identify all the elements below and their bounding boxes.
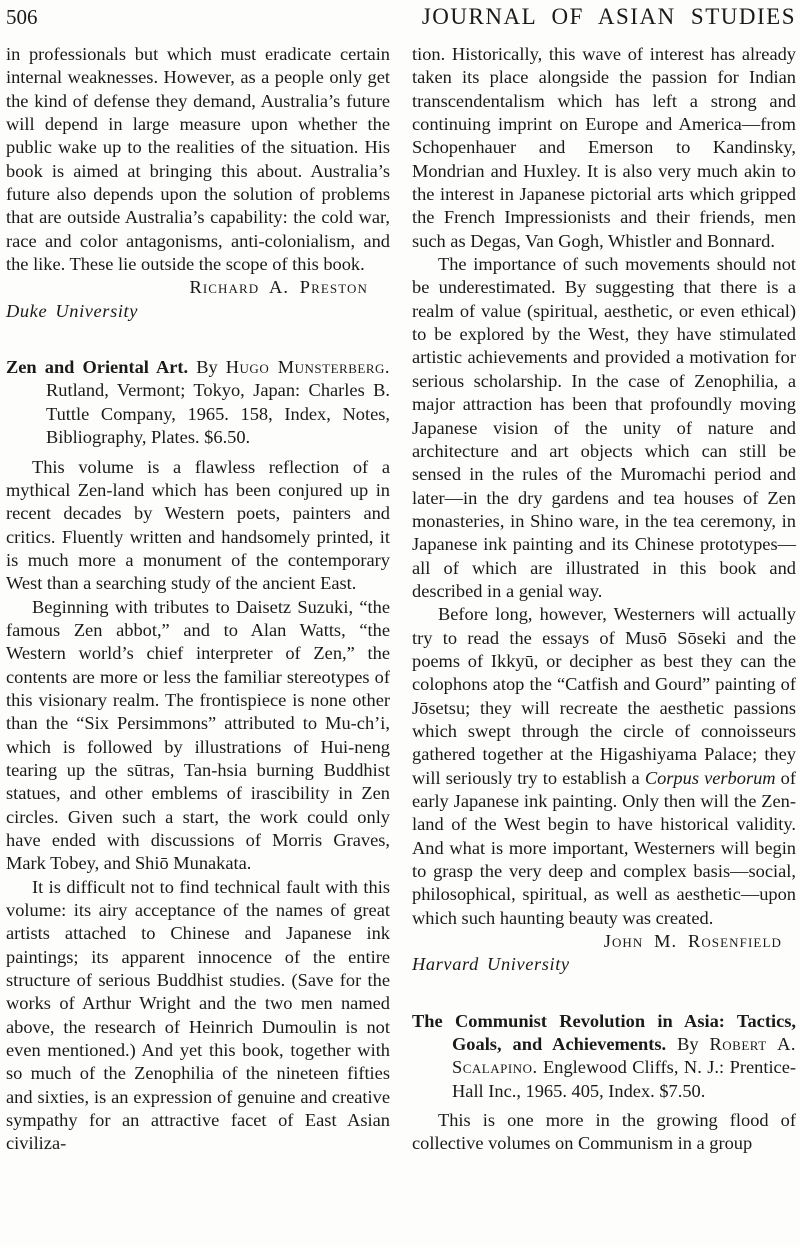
book-citation [412, 1010, 796, 1103]
left-column [6, 43, 390, 1156]
citation-by: By [188, 357, 226, 378]
book-citation [6, 356, 390, 449]
review-paragraph: It is difficult not to find technical fault with this volume: its airy acceptance of the names of great artists attached to Chinese and Japanese ink paintings; its apparent innocence of the entire structure of serious Buddhist studies. (Save for the works of Arthur Wright and the two men named above, the research of Heinrich Dumoulin is not even mentioned.) And yet this book, together with so much of the Zenophilia of the nineteen fifties and sixties, is an expression of genuine and creative sympathy for an attractive facet of East Asian civiliza- [6, 876, 390, 1154]
review-paragraph [412, 603, 796, 930]
running-head [6, 4, 796, 32]
reviewer-signature: John M. Rosenfield [603, 931, 782, 952]
reviewer-affiliation: Duke University [6, 300, 139, 321]
latin-phrase: Corpus verborum [644, 767, 776, 788]
citation-details: Englewood Cliffs, N. J.: Prentice-Hall Inc., 1965. 405, Index. $7.50. [452, 1057, 796, 1101]
review-paragraph: This volume is a flawless reflection of a mythical Zen-land which has been conjured up in recent decades by Western poets, painters and critics. Fluently written and handsomely printed, it is much more a monument of the contemporary West than a searching study of the ancient East. [6, 456, 390, 594]
page-number: 506 [6, 5, 38, 29]
book-author: Robert A. Scalapino. [452, 1034, 796, 1078]
review-paragraph: Beginning with tributes to Daisetz Suzuki, “the famous Zen abbot,” and to Alan Watts, “the Western world’s chief interpreter of Zen,” the contents are more or less the familiar stereotypes of this visionary realm. The frontispiece is none other than the “Six Persimmons” attributed to Mu-ch’i, which is followed by illustrations of Hui-neng tearing up the sūtras, Tan-hsia burning Buddhist statues, and other emblems of irascibility in Zen circles. Given such a start, the work could only have ended with discussions of Morris Graves, Mark Tobey, and Shiō Munakata. [6, 596, 390, 874]
reviewer-signature: Richard A. Preston [189, 277, 368, 298]
paragraph-text: of early Japanese ink painting. Only then will the Zen-land of the West begin to have historical validity. And what is more important, Westerners will begin to grasp the very deep and complex basis—social, philosophical, spiritual, as well as aesthetic—upon which such haunting beauty was created. [412, 767, 796, 928]
paragraph-text: Before long, however, Westerners will actually try to read the essays of Musō Sōseki and the poems of Ikkyū, or decipher as best they can the colophons atop the “Catfish and Gourd” painting of Jōsetsu; they will recreate the aesthetic passions which swept through the circle of connoisseurs gathered together at the Higashiyama Palace; they will seriously try to establish a [412, 604, 796, 788]
book-title: The Communist Revolution in Asia: Tactics, Goals, and Achievements. [412, 1010, 796, 1055]
review-paragraph-continuation: in professionals but which must eradicate certain internal weaknesses. However, as a people only get the kind of defense they demand, Australia’s future will depend in large measure upon whether the public wake up to the realities of the situation. His book is aimed at bringing this about. Australia’s future also depends upon the solution of problems that are outside Australia’s capability: the cold war, race and color antagonisms, anti-colonialism, and the like. These lie outside the scope of this book. [6, 44, 390, 275]
book-author: Hugo Munsterberg. [225, 357, 390, 378]
citation-by: By [666, 1034, 710, 1055]
review-paragraph-continuation: tion. Historically, this wave of interest has already taken its place alongside the passion for Indian transcendentalism which has left a strong and continuing imprint on Europe and America—from Schopenhauer and Emerson to Kandinsky, Mondrian and Huxley. It is also very much akin to the interest in Japanese pictorial arts which gripped the French Impressionists and their friends, men such as Degas, Van Gogh, Whistler and Bonnard. [412, 44, 796, 251]
citation-details: Rutland, Vermont; Tokyo, Japan: Charles B. Tuttle Company, 1965. 158, Index, Notes, Bibliography, Plates. $6.50. [46, 380, 390, 448]
book-title: Zen and Oriental Art. [6, 357, 189, 378]
review-paragraph: The importance of such movements should not be underestimated. By suggesting that there is a realm of value (spiritual, aesthetic, or even ethical) to be explored by the West, they have stimulated artistic achievements and provided a motivation for serious scholarship. In the case of Zenophilia, a major attraction has been that profoundly moving Japanese vision of the unity of nature and architecture and art objects which can still be sensed in the rules of the Muromachi period and later—in the dry gardens and tea houses of Zen monasteries, in Shino ware, in the tea ceremony, in Japanese ink painting and its Chinese prototypes—all of which are illustrated in this book and described in a genial way. [412, 254, 796, 601]
reviewer-affiliation: Harvard University [412, 954, 570, 975]
right-column [412, 43, 796, 1156]
two-column-body [6, 43, 796, 1156]
review-paragraph: This is one more in the growing flood of collective volumes on Communism in a group [412, 1110, 796, 1154]
journal-title: JOURNAL OF ASIAN STUDIES [421, 4, 796, 29]
